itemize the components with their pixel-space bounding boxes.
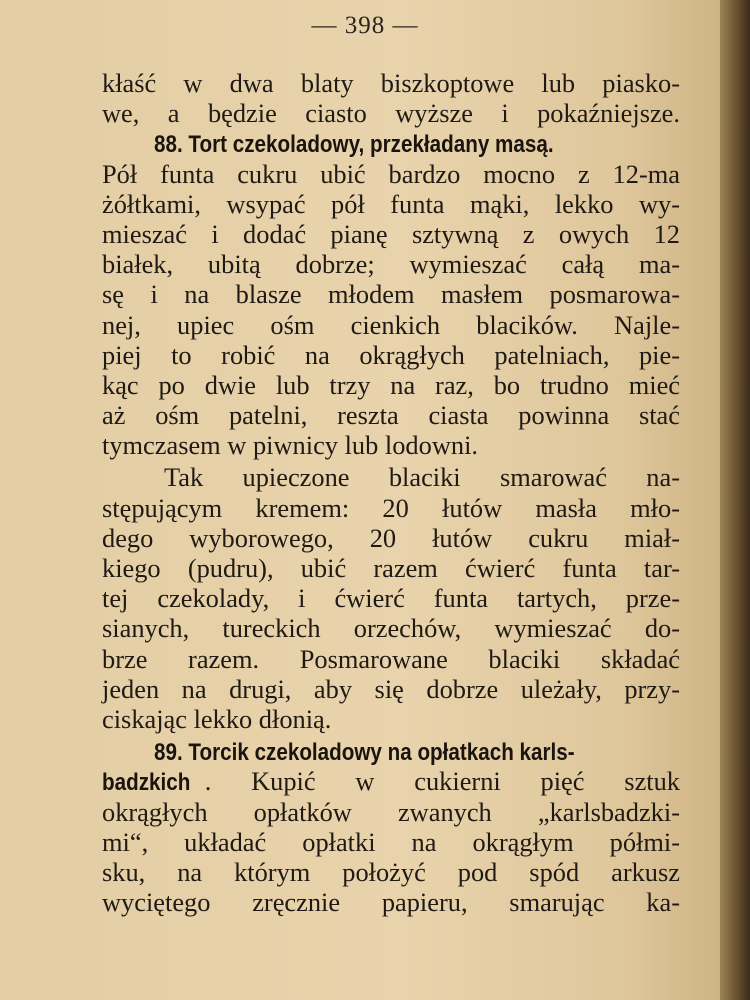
text-line: Pół funta cukru ubić bardzo mocno z 12-ma bbox=[102, 158, 680, 189]
text-line: stępującym kremem: 20 łutów masła mło- bbox=[102, 492, 680, 523]
recipe-89-heading bbox=[102, 736, 680, 766]
text-line: białek, ubitą dobrze; wymieszać całą ma- bbox=[102, 249, 680, 280]
text-line: kiego (pudru), ubić razem ćwierć funta tar- bbox=[102, 553, 680, 583]
text-line: żółtkami, wsypać pół funta mąki, lekko wy- bbox=[102, 188, 680, 219]
recipe-text bbox=[102, 68, 680, 917]
text-line: aż ośm patelni, reszta ciasta powinna stać bbox=[102, 400, 680, 431]
text-line: tej czekolady, i ćwierć funta tartych, prze- bbox=[102, 583, 680, 614]
recipe-88-heading bbox=[102, 128, 680, 158]
text-line: mi“, układać opłatki na okrągłym półmi- bbox=[102, 826, 680, 857]
text-line: kąc po dwie lub trzy na raz, bo trudno mieć bbox=[102, 369, 680, 400]
text-line: Tak upieczone blaciki smarować na- bbox=[164, 462, 680, 493]
text-line: sę i na blasze młodem masłem posmarowa- bbox=[102, 279, 680, 310]
recipe-89-title-continued: badzkich bbox=[102, 769, 191, 797]
recipe-89-text-start: . Kupić w cukierni pięć sztuk bbox=[204, 766, 680, 797]
text-line: we, a będzie ciasto wyższe i pokaźniejsze. bbox=[102, 98, 680, 129]
recipe-88-title: 88. Tort czekoladowy, przekładany masą. bbox=[154, 131, 554, 159]
text-line: mieszać i dodać pianę sztywną z owych 12 bbox=[102, 218, 680, 249]
book-spine-edge bbox=[720, 0, 750, 1000]
text-line: brze razem. Posmarowane blaciki składać bbox=[102, 643, 680, 674]
text-line: dego wyborowego, 20 łutów cukru miał- bbox=[102, 522, 680, 553]
text-line: nej, upiec ośm cienkich blacików. Najle- bbox=[102, 309, 680, 340]
text-line: tymczasem w piwnicy lub lodowni. bbox=[102, 430, 479, 461]
recipe-89-title: 89. Torcik czekoladowy na opłatkach karls- bbox=[154, 739, 575, 767]
text-line: piej to robić na okrągłych patelniach, pie- bbox=[102, 339, 680, 370]
text-line: sianych, tureckich orzechów, wymieszać do- bbox=[102, 613, 680, 644]
recipe-89-first-line bbox=[102, 766, 680, 796]
text-line: jeden na drugi, aby się dobrze uleżały, przy- bbox=[102, 673, 680, 704]
page-number: — 398 — bbox=[311, 12, 419, 39]
text-line: wyciętego zręcznie papieru, smarując ka- bbox=[102, 887, 680, 918]
text-line: kłaść w dwa blaty biszkoptowe lub piasko- bbox=[102, 68, 680, 98]
text-line: okrągłych opłatków zwanych „karlsbadzki- bbox=[102, 796, 680, 827]
text-line: sku, na którym położyć pod spód arkusz bbox=[102, 856, 680, 887]
text-line: ciskając lekko dłonią. bbox=[102, 703, 332, 734]
